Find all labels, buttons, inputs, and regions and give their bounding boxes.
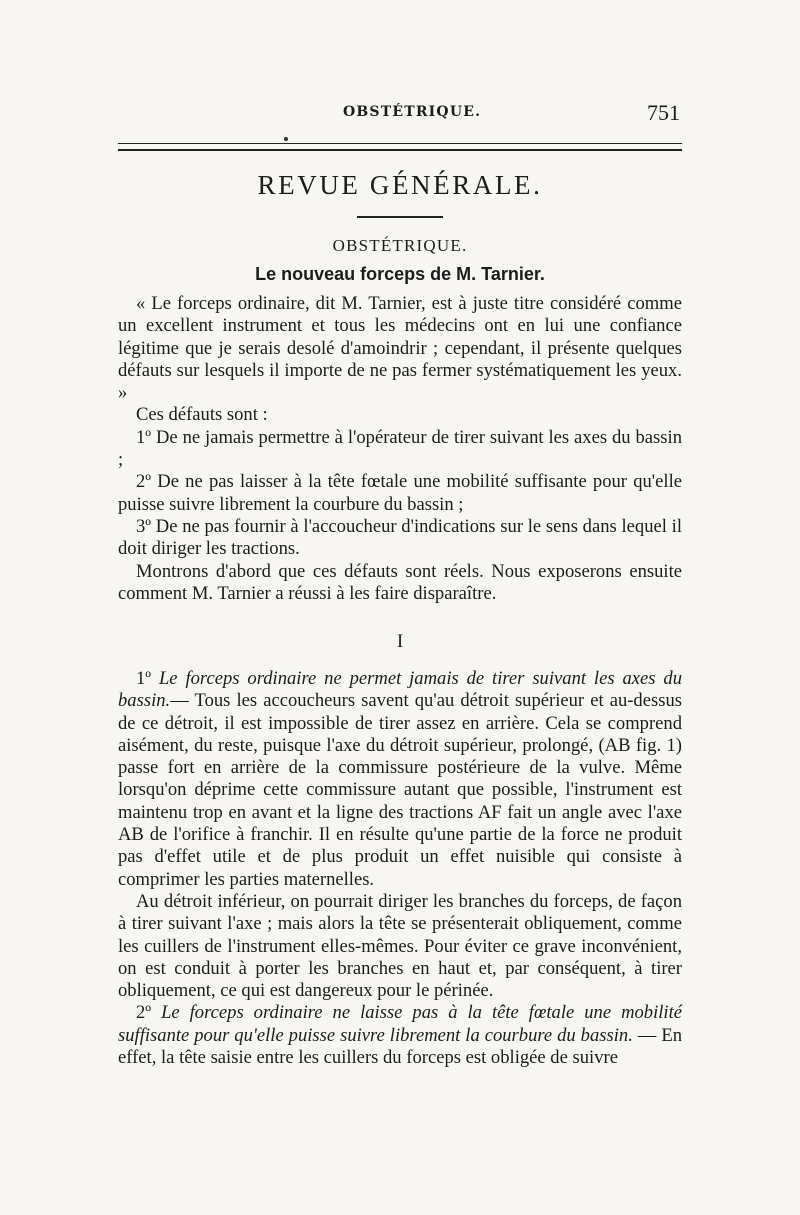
defect-item: 3º De ne pas fournir à l'accoucheur d'indications sur le sens dans lequel il doit diriger les tractions. <box>118 515 682 560</box>
paragraph-body: — Tous les accoucheurs savent qu'au détroit supérieur et au-dessus de ce détroit, il est impossible de tirer assez en arrière. Cela se comprend aisément, du reste, puisque l'axe du détroit supérieur, prolongé, (AB fig. 1) passe fort en arrière de la commissure postérieure de la vulve. Même lorsqu'on déprime cette commissure autant que possible, l'instrument est maintenu trop en avant et la ligne des tractions AF fait un angle avec l'axe AB de l'orifice à franchir. Il en résulte qu'une partie de la force ne produit pas d'effet utile et de plus produit un effet nuisible qui consiste à comprimer les parties maternelles. <box>118 690 682 890</box>
paragraph-3 <box>118 1002 682 1069</box>
running-title: OBSTÉTRIQUE. <box>343 104 482 120</box>
paragraph-lead-italic: Le forceps ordinaire ne laisse pas à la tête fœtale une mobilité suffisante pour qu'elle puisse suivre librement la courbure du bassin. <box>118 1002 683 1046</box>
header-rule-thick <box>118 149 682 151</box>
defects-intro: Ces défauts sont : <box>136 404 268 426</box>
defect-item: 2º De ne pas laisser à la tête fœtale une mobilité suffisante pour qu'elle puisse suivre librement la courbure du bassin ; <box>118 471 682 515</box>
paragraph-number: 1º <box>136 668 159 689</box>
paragraph-lead-italic: Le forceps ordinaire ne permet jamais de tirer suivant les axes du bassin. <box>118 668 682 712</box>
intro-text <box>118 293 682 605</box>
intro-quote: « Le forceps ordinaire, dit M. Tarnier, est à juste titre considéré comme un excellent instrument et tous les médecins ont en lui une confiance légitime que je serais desolé d'amoindrir ; cependant, il présente quelques défauts sur lesquels il importe de ne pas fermer systématiquement les yeux. » <box>118 293 682 404</box>
intro-conclusion: Montrons d'abord que ces défauts sont réels. Nous exposerons ensuite comment M. Tarnier a réussi à les faire disparaître. <box>118 560 682 604</box>
subsection-heading: OBSTÉTRIQUE. <box>332 236 468 255</box>
running-head <box>118 96 682 130</box>
defect-item: 1º De ne jamais permettre à l'opérateur de tirer suivant les axes du bassin ; <box>118 426 682 471</box>
page-number: 751 <box>647 100 680 125</box>
paragraph-number: 2º <box>136 1002 162 1024</box>
section-one-text <box>118 668 682 1069</box>
header-rule-thin <box>118 143 682 144</box>
paragraph-1 <box>118 668 682 891</box>
paragraph-body: — En effet, la tête saisie entre les cuillers du forceps est obligée de suivre <box>118 1024 683 1069</box>
paragraph-2: Au détroit inférieur, on pourrait diriger les branches du forceps, de façon à tirer suivant l'axe ; mais alors la tête se présenterait obliquement, comme les cuillers de l'instrument elles-mêmes. Pour éviter ce grave inconvénient, on est conduit à porter les branches en haut et, par conséquent, à tirer obliquement, ce qui est dangereux pour le périnée. <box>118 890 682 1002</box>
section-title: REVUE GÉNÉRALE. <box>257 170 543 200</box>
ornament-dot <box>284 137 288 141</box>
article-title: Le nouveau forceps de M. Tarnier. <box>255 264 545 284</box>
section-marker: I <box>396 631 404 652</box>
title-divider <box>357 216 443 218</box>
